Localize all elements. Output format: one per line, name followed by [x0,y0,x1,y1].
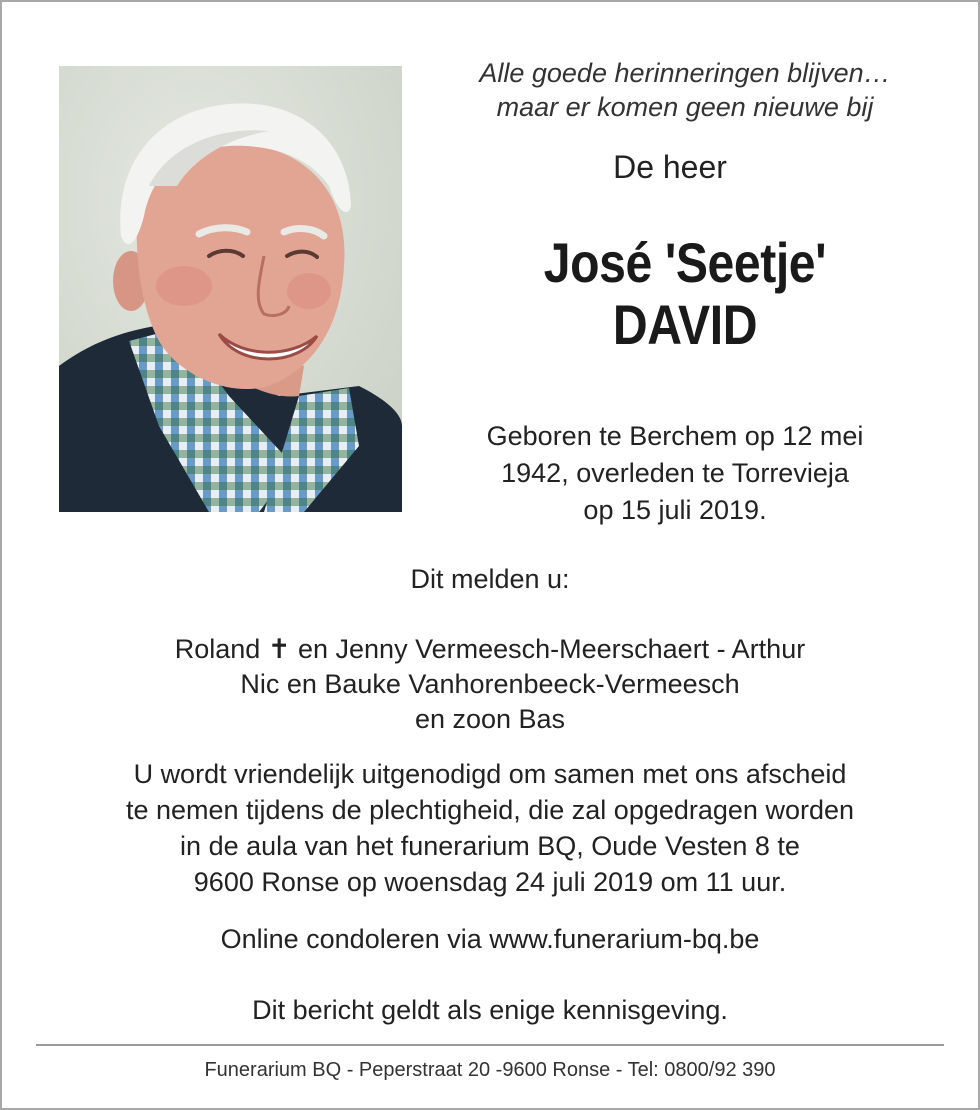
ceremony-invitation [0,756,980,900]
invite-line-2: te nemen tijdens de plechtigheid, die zal opgedragen worden [125,795,854,825]
portrait-photo [59,66,402,512]
birth-line-2: 1942, overleden te Torrevieja [501,458,849,488]
first-name: José 'Seetje' [543,231,827,294]
birth-death-info [420,418,930,529]
family-line-1-rest: en Jenny Vermeesch-Meerschaert - Arthur [297,634,806,664]
family-list [0,632,980,737]
sole-notice: Dit bericht geldt als enige kennisgeving. [252,995,728,1025]
memorial-quote [410,56,960,124]
family-name-roland: Roland [174,634,261,664]
family-line-3: en zoon Bas [414,704,566,734]
announcement-intro: Dit melden u: [410,564,570,594]
footer-divider [36,1044,944,1046]
quote-line-1: Alle goede herinneringen blijven… [479,58,891,88]
invite-line-4: 9600 Ronse op woensdag 24 juli 2019 om 11 uur. [193,867,787,897]
cross-icon: ✝ [267,634,291,664]
last-name: DAVID [612,293,758,356]
funeral-home-footer: Funerarium BQ - Peperstraat 20 -9600 Ronse - Tel: 0800/92 390 [204,1059,776,1081]
deceased-name [457,232,913,356]
birth-line-3: op 15 juli 2019. [583,495,767,525]
online-condolence: Online condoleren via www.funerarium-bq.be [220,924,760,954]
invite-line-1: U wordt vriendelijk uitgenodigd om samen met ons afscheid [133,759,847,789]
portrait-illustration [59,66,402,512]
honorific: De heer [613,149,727,185]
family-line-2: Nic en Bauke Vanhorenbeeck-Vermeesch [240,669,740,699]
quote-line-2: maar er komen geen nieuwe bij [496,92,874,122]
family-line-1 [0,632,980,667]
invite-line-3: in de aula van het funerarium BQ, Oude Vesten 8 te [180,831,800,861]
birth-line-1: Geboren te Berchem op 12 mei [486,421,864,451]
